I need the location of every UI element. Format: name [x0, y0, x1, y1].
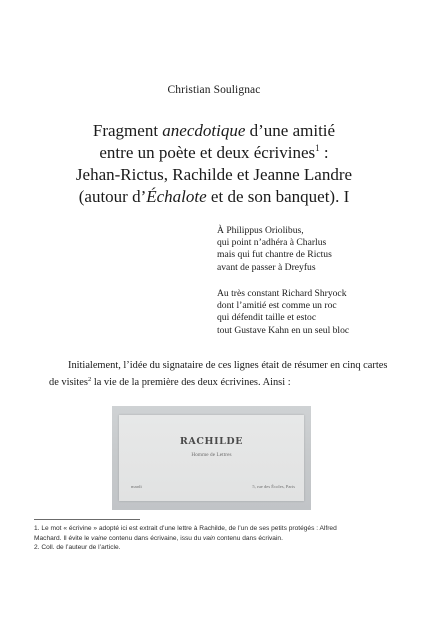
paragraph-line-1: Initialement, l’idée du signataire de ces lignes était de résumer en cinq cartes — [68, 360, 388, 371]
footnote-italic: vaine — [91, 534, 107, 542]
title-text: entre un poète et deux écrivines — [99, 143, 316, 162]
title-italic-echalote: Échalote — [146, 187, 207, 206]
footnote-text: contenu dans écrivain. — [215, 534, 283, 542]
title-text: : — [319, 143, 329, 162]
footnote-text: Machard. Il évite le — [34, 534, 92, 542]
footnote-italic: vain — [202, 534, 216, 542]
dedication-line: avant de passer à Dreyfus — [217, 261, 316, 273]
title-italic-anecdotique: anecdotique — [162, 121, 246, 140]
paragraph-text: la vie de la première des deux écrivines. Ainsi : — [91, 377, 291, 388]
title-text: (autour d’ — [78, 187, 147, 206]
dedication-line: tout Gustave Kahn en un seul bloc — [217, 324, 350, 336]
card-subtitle: Homme de Lettres — [191, 452, 232, 458]
dedication-line: dont l’amitié est comme un roc — [217, 300, 337, 312]
card-day: mardi — [131, 484, 142, 489]
card-address: 5, rue des Écoles, Paris — [252, 484, 295, 489]
visiting-card — [119, 415, 304, 501]
footnote-ref-1[interactable]: 1 — [315, 143, 320, 153]
footnote-1-line-1: 1. Le mot « écrivine » adopté ici est extrait d’une lettre à Rachilde, de l’un de ses petits protégés : Alfred — [34, 525, 337, 532]
card-name: RACHILDE — [179, 436, 244, 447]
author-name: Christian Soulignac — [167, 84, 261, 96]
visiting-card-photo — [112, 406, 311, 510]
paragraph-text: de visites — [49, 377, 88, 388]
footnote-separator — [34, 519, 140, 520]
dedication-line: Au très constant Richard Shryock — [217, 288, 347, 299]
footnote-ref-2[interactable]: 2 — [87, 376, 92, 383]
footnote-2: 2. Coll. de l’auteur de l’article. — [34, 544, 121, 552]
footnote-1-line-2 — [34, 534, 404, 544]
dedication-stanza-1 — [217, 225, 332, 274]
article-title — [0, 120, 428, 208]
footnote-text: contenu dans écrivaine, issu du — [106, 534, 203, 542]
title-text: Fragment — [92, 121, 163, 140]
title-line-4 — [0, 186, 428, 208]
intro-paragraph — [49, 357, 388, 391]
dedication-line: qui défendit taille et estoc — [217, 312, 317, 324]
dedication-line: qui point n’adhéra à Charlus — [217, 237, 327, 249]
title-line-2 — [0, 142, 428, 164]
paragraph-line-2 — [49, 374, 378, 391]
dedication-line: À Philippus Oriolibus, — [217, 225, 304, 236]
title-text: d’une amitié — [245, 121, 336, 140]
dedication-stanza-2 — [217, 288, 349, 337]
title-line-1 — [0, 120, 428, 142]
title-text: et de son banquet). I — [206, 187, 350, 206]
title-line-3: Jehan-Rictus, Rachilde et Jeanne Landre — [75, 165, 353, 184]
footnotes — [34, 524, 404, 553]
dedication-line: mais qui fut chantre de Rictus — [217, 249, 332, 261]
